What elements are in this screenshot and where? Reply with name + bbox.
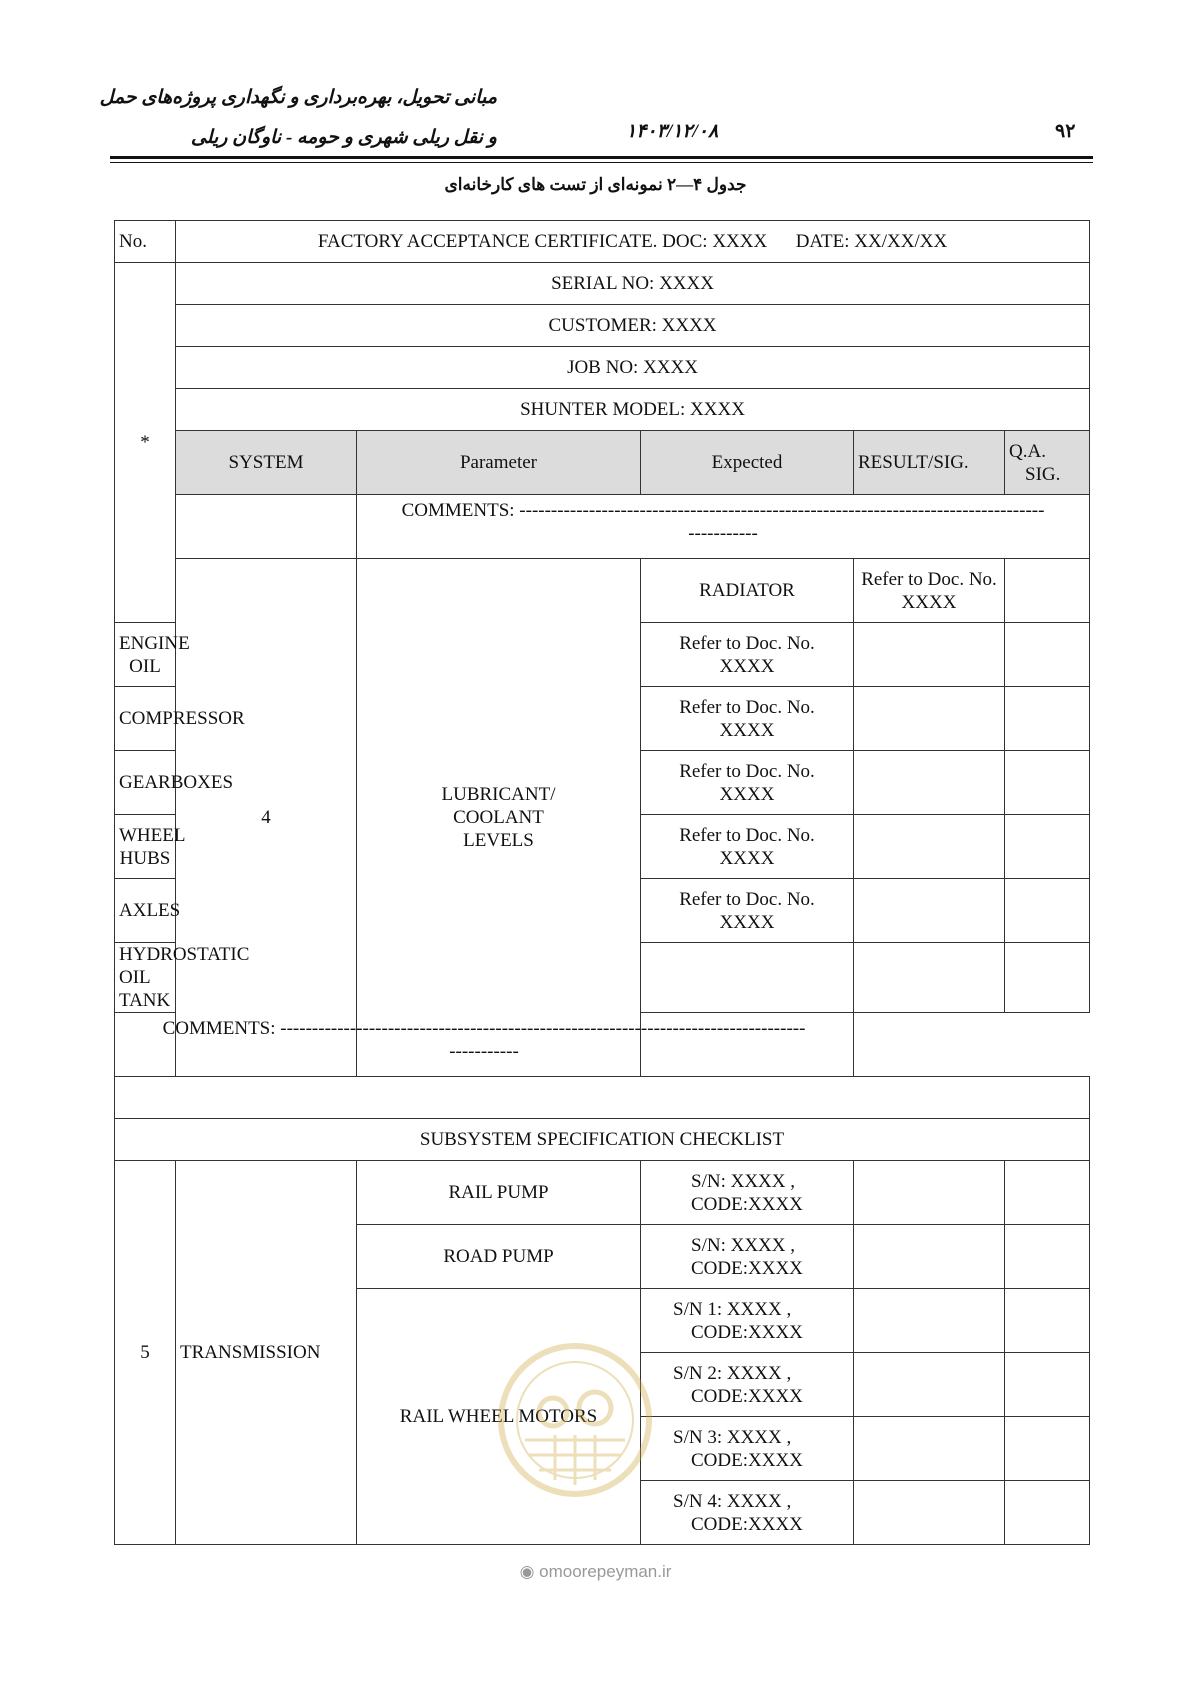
header-title-line2: و نقل ریلی شهری و حومه - ناوگان ریلی [190,127,497,148]
result-cell[interactable] [854,1417,1005,1481]
system-lubricant [357,559,641,1077]
expected-cell [641,1225,854,1289]
expected-cell [641,1289,854,1353]
serial-line: S/N 4: XXXX , [673,1490,792,1512]
result-cell[interactable] [854,1225,1005,1289]
result-cell[interactable] [854,815,1005,879]
watermark-seal-icon [495,1340,655,1500]
col-qa [1005,431,1090,495]
expected-line: XXXX [719,719,775,741]
row-number: 5 [115,1161,176,1545]
parameter-cell: HYDROSTATIC OIL TANK [115,943,176,1013]
qa-cell[interactable] [1005,1353,1090,1417]
expected-line: Refer to Doc. No. [679,632,815,654]
serial-row [115,263,1090,305]
result-cell[interactable] [854,623,1005,687]
expected-line: XXXX [719,655,775,677]
expected-cell [641,751,854,815]
subsystem-title-row [115,1119,1090,1161]
expected-cell [641,879,854,943]
col-qa-line2: SIG. [1025,463,1061,485]
system-transmission: TRANSMISSION [176,1161,357,1545]
parameter-cell: GEARBOXES [115,751,176,815]
system-line: LUBRICANT/ [441,784,556,805]
result-cell[interactable] [854,1161,1005,1225]
serial-line: S/N: XXXX , [691,1170,795,1192]
result-cell[interactable] [854,1481,1005,1545]
qa-cell[interactable] [1005,1161,1090,1225]
no-label: No. [115,221,176,263]
comments-field [357,495,1090,559]
job-no: JOB NO: XXXX [176,347,1090,389]
expected-cell [641,1161,854,1225]
expected-cell[interactable] [641,943,854,1013]
expected-line: Refer to Doc. No. [679,824,815,846]
comments-tail: ----------- [449,1041,519,1062]
job-row [115,347,1090,389]
result-cell[interactable] [854,943,1005,1013]
shunter-model: SHUNTER MODEL: XXXX [176,389,1090,431]
empty-cell [176,495,357,559]
shunter-row [115,389,1090,431]
comments-label: COMMENTS: ----------------------------------------------------------------------------------- [162,1018,806,1039]
qa-cell[interactable] [1005,879,1090,943]
qa-cell[interactable] [1005,1289,1090,1353]
comments-label: COMMENTS: ----------------------------------------------------------------------------------- [401,500,1045,521]
qa-cell[interactable] [1005,687,1090,751]
column-header-row [115,431,1090,495]
expected-line: Refer to Doc. No. [679,696,815,718]
header-rule-thick [110,156,1093,159]
parameter-cell: RADIATOR [641,559,854,623]
page-number: ۹۲ [1055,121,1076,142]
comments-row [115,1013,1090,1077]
qa-cell[interactable] [1005,1481,1090,1545]
serial-line: S/N 3: XXXX , [673,1426,792,1448]
code-line: CODE:XXXX [691,1513,803,1535]
code-line: CODE:XXXX [691,1449,803,1471]
qa-cell[interactable] [1005,623,1090,687]
qa-cell[interactable] [1005,943,1090,1013]
serial-line: S/N 1: XXXX , [673,1298,792,1320]
expected-cell [641,1481,854,1545]
qa-cell[interactable] [1005,815,1090,879]
serial-line: S/N 2: XXXX , [673,1362,792,1384]
customer: CUSTOMER: XXXX [176,305,1090,347]
col-expected: Expected [641,431,854,495]
watermark-site: ◉ omoorepeyman.ir [519,1562,672,1581]
header-date: ۱۴۰۳/۱۲/۰۸ [626,121,719,142]
qa-cell[interactable] [1005,1225,1090,1289]
watermark-site-text: omoorepeyman.ir [539,1562,672,1581]
parameter-cell: RAIL PUMP [357,1161,641,1225]
expected-line: XXXX [719,911,775,933]
expected-line: Refer to Doc. No. [679,760,815,782]
header-rule-thin [110,162,1093,163]
customer-row [115,305,1090,347]
expected-line: XXXX [719,783,775,805]
expected-cell [641,815,854,879]
result-cell[interactable] [854,1353,1005,1417]
col-qa-line1: Q.A. [1009,440,1046,462]
system-line: COOLANT [453,807,544,828]
header-title-line1: مبانی تحویل، بهره‌برداری و نگهداری پروژه‌های حمل [99,87,497,108]
parameter-cell: WHEEL HUBS [115,815,176,879]
expected-line: XXXX [719,847,775,869]
empty-cell [115,1077,1090,1119]
expected-cell [641,1353,854,1417]
result-cell[interactable] [854,687,1005,751]
expected-line: Refer to Doc. No. [679,888,815,910]
code-line: CODE:XXXX [691,1257,803,1279]
table-row [115,1161,1090,1225]
subsystem-title: SUBSYSTEM SPECIFICATION CHECKLIST [115,1119,1090,1161]
star-cell: * [115,263,176,623]
code-line: CODE:XXXX [691,1321,803,1343]
system-line: LEVELS [463,830,534,851]
row-number: 4 [176,559,357,1077]
code-line: CODE:XXXX [691,1193,803,1215]
expected-line: XXXX [901,591,957,613]
comments-row [115,495,1090,559]
table-row [115,559,1090,623]
parameter-cell: RAIL WHEEL MOTORS [357,1289,641,1545]
col-system: SYSTEM [176,431,357,495]
certificate-title: FACTORY ACCEPTANCE CERTIFICATE. DOC: XXXX DATE: XX/XX/XX [176,221,1090,263]
parameter-cell: ROAD PUMP [357,1225,641,1289]
result-cell[interactable] [854,1289,1005,1353]
parameter-cell: AXLES [115,879,176,943]
result-cell[interactable] [854,879,1005,943]
parameter-cell: COMPRESSOR [115,687,176,751]
spacer-row [115,1077,1090,1119]
parameter-cell: ENGINE OIL [115,623,176,687]
result-cell[interactable] [854,751,1005,815]
certificate-header-row [115,221,1090,263]
comments-field [115,1013,854,1077]
serial-line: S/N: XXXX , [691,1234,795,1256]
qa-cell[interactable] [1005,751,1090,815]
code-line: CODE:XXXX [691,1385,803,1407]
result-cell[interactable] [1005,559,1090,623]
col-parameter: Parameter [357,431,641,495]
serial-no: SERIAL NO: XXXX [176,263,1090,305]
expected-cell [641,687,854,751]
table-caption: جدول ۴—۲ نمونه‌ای از تست های کارخانه‌ای [444,175,747,194]
expected-cell [854,559,1005,623]
comments-tail: ----------- [688,523,758,544]
expected-cell [641,623,854,687]
qa-cell[interactable] [1005,1417,1090,1481]
expected-cell [641,1417,854,1481]
expected-line: Refer to Doc. No. [861,568,997,590]
col-result: RESULT/SIG. [854,431,1005,495]
